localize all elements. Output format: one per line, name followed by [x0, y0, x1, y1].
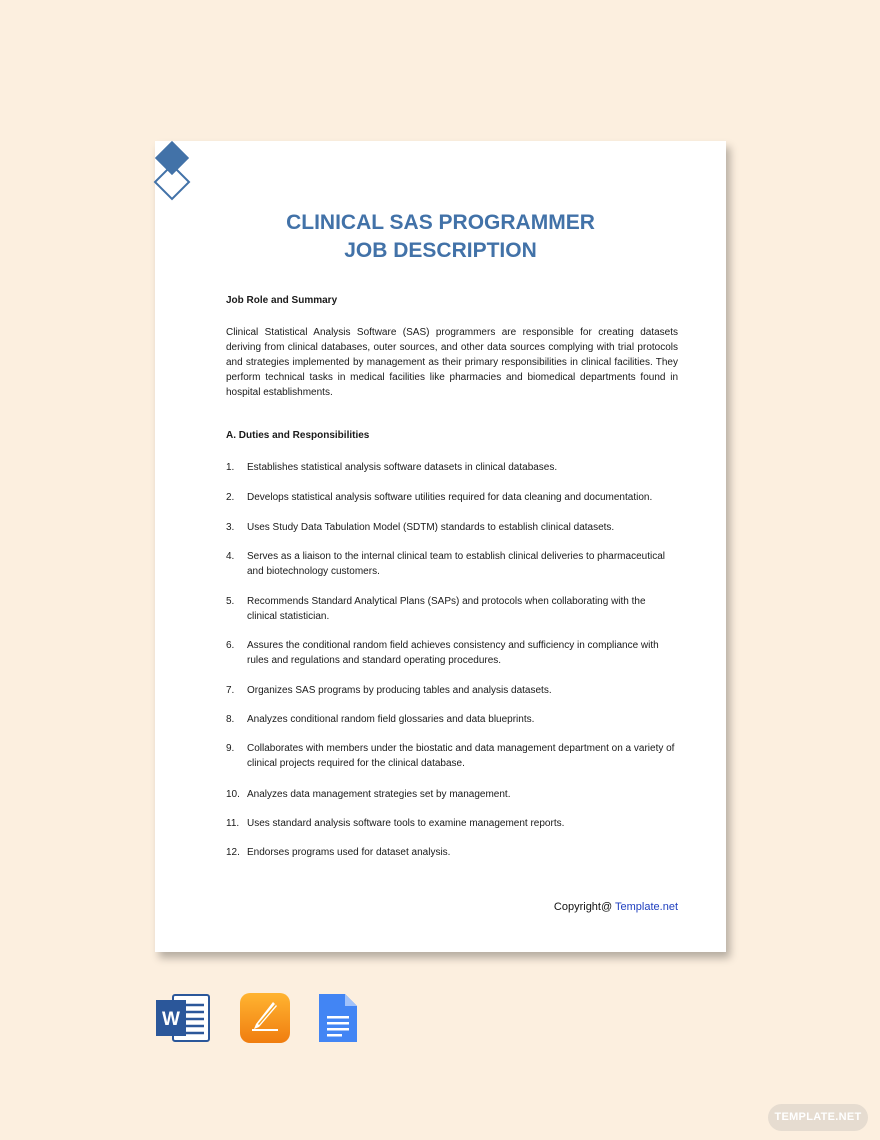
duty-item	[226, 816, 678, 831]
duty-text: Uses Study Data Tabulation Model (SDTM) standards to establish clinical datasets.	[247, 522, 615, 533]
duties-section	[226, 430, 678, 441]
duty-item	[226, 845, 678, 860]
svg-text:W: W	[162, 1009, 180, 1030]
summary-text: Clinical Statistical Analysis Software (SAS) programmers are responsible for creating datasets deriving from clinical databases, outer sources, and other data sources complying with trial protocols and strategies implemented by management as their primary responsibilities in clinical facilities. They perform technical tasks in medical facilities like pharmacies and biomedical departments found in hospital establishments.	[226, 327, 678, 398]
duty-text: Organizes SAS programs by producing tables and analysis datasets.	[247, 685, 552, 696]
summary-heading: Job Role and Summary	[226, 295, 338, 306]
duty-number: 9.	[226, 743, 235, 754]
duty-item	[226, 490, 678, 505]
duty-number: 2.	[226, 492, 235, 503]
document-title	[155, 209, 726, 265]
duty-number: 6.	[226, 640, 235, 651]
duty-number: 5.	[226, 596, 235, 607]
duty-text: Analyzes conditional random field glossaries and data blueprints.	[247, 714, 535, 725]
duty-number: 10.	[226, 789, 240, 800]
duty-number: 8.	[226, 714, 235, 725]
copyright-line	[554, 901, 678, 913]
duty-item	[226, 460, 678, 475]
title-line-1: CLINICAL SAS PROGRAMMER	[286, 211, 595, 234]
title-line-2: JOB DESCRIPTION	[344, 239, 537, 262]
duties-heading: A. Duties and Responsibilities	[226, 430, 370, 441]
duty-number: 4.	[226, 551, 235, 562]
duty-number: 3.	[226, 522, 235, 533]
duty-text: Recommends Standard Analytical Plans (SAPs) and protocols when collaborating with the clinical statistician.	[247, 596, 646, 622]
duty-text: Establishes statistical analysis software datasets in clinical databases.	[247, 462, 558, 473]
duty-item	[226, 520, 678, 535]
duty-text: Collaborates with members under the biostatic and data management department on a variety of clinical projects required for the clinical database.	[247, 743, 675, 769]
duty-item	[226, 549, 678, 579]
duty-text: Uses standard analysis software tools to examine management reports.	[247, 818, 565, 829]
duty-number: 1.	[226, 462, 235, 473]
duty-text: Endorses programs used for dataset analysis.	[247, 847, 451, 858]
duty-text: Serves as a liaison to the internal clinical team to establish clinical deliveries to pharmaceutical and biotechnology customers.	[247, 551, 665, 577]
copyright-link[interactable]: Template.net	[615, 901, 678, 913]
duty-number: 12.	[226, 847, 240, 858]
diamond-logo-icon	[152, 139, 192, 201]
duty-text: Develops statistical analysis software utilities required for data cleaning and documentation.	[247, 492, 653, 503]
summary-section	[226, 295, 678, 306]
duty-text: Analyzes data management strategies set by management.	[247, 789, 511, 800]
duty-text: Assures the conditional random field achieves consistency and sufficiency in compliance with rules and regulations and standard operating procedures.	[247, 640, 659, 666]
duty-item	[226, 683, 678, 698]
duty-item	[226, 741, 678, 771]
document-page	[155, 141, 726, 952]
template-net-watermark: TEMPLATE.NET	[768, 1104, 868, 1131]
google-docs-icon[interactable]	[317, 992, 359, 1044]
word-icon[interactable]	[155, 992, 211, 1044]
duty-number: 11.	[226, 818, 240, 829]
duty-item	[226, 638, 678, 668]
duty-item	[226, 787, 678, 802]
duty-item	[226, 594, 678, 624]
duty-number: 7.	[226, 685, 235, 696]
summary-body	[226, 325, 678, 400]
duty-item	[226, 712, 678, 727]
copyright-text: Copyright@	[553, 901, 616, 913]
pages-icon[interactable]	[239, 992, 291, 1044]
